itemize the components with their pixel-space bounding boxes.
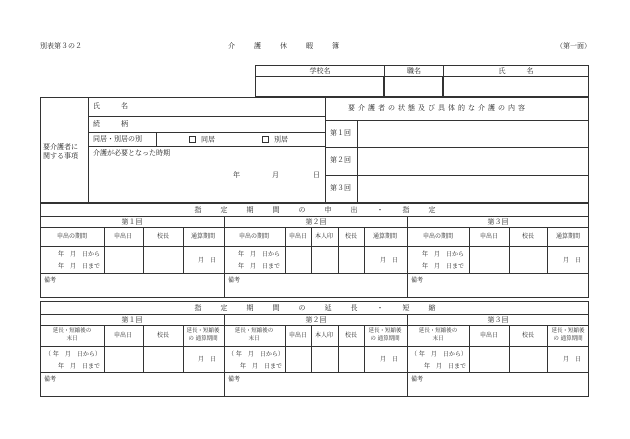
designation-round-2: 第２回 (305, 218, 327, 226)
date-year: 年 (233, 171, 240, 179)
col-person-seal: 本人印 (314, 233, 334, 240)
col-principal: 校長 (521, 332, 535, 339)
from-date: （ 年 月 日から） (411, 351, 467, 358)
col-new-total: 延長・短縮後 (368, 328, 402, 334)
subject-label-2: 関する事項 (43, 152, 78, 160)
to-date: 年 月 日まで (424, 363, 467, 370)
cohabit-option[interactable]: 同居 (189, 136, 215, 144)
col-principal: 校長 (156, 332, 170, 339)
col-period: 申出の期間 (238, 233, 270, 240)
total-md: 月 日 (198, 257, 217, 264)
total-md: 月 日 (563, 257, 582, 264)
school-input[interactable] (255, 76, 384, 97)
extension-round-3: 第３回 (487, 316, 509, 324)
date-day: 日 (313, 171, 320, 179)
reason-label: 介護が必要となった時期 (93, 149, 170, 157)
col-new-end: 延長・短縮後の (418, 328, 458, 334)
col-new-end-2: 末日 (66, 336, 78, 342)
col-principal: 校長 (344, 233, 358, 240)
col-principal: 校長 (344, 332, 358, 339)
extension-round-1: 第１回 (121, 316, 143, 324)
remarks-label: 備考 (228, 277, 241, 284)
col-date: 申出日 (479, 332, 499, 339)
col-date: 申出日 (113, 332, 133, 339)
col-period: 申出の期間 (56, 233, 88, 240)
total-md: 月 日 (380, 257, 399, 264)
total-md: 月 日 (563, 356, 582, 363)
designation-round-1: 第１回 (121, 218, 143, 226)
col-new-end: 延長・短縮後の (52, 328, 92, 334)
designation-title: 指 定 期 間 の 申 出 ・ 指 定 (194, 206, 442, 214)
col-new-end-2: 末日 (248, 336, 260, 342)
living-label: 同居・別居の別 (93, 135, 142, 143)
relation-label: 続 柄 (93, 120, 128, 128)
extension-round-2: 第２回 (305, 316, 327, 324)
col-new-total: 延長・短縮後 (186, 328, 220, 334)
school-label: 学校名 (309, 67, 331, 75)
condition-header: 要介護者の状態及び具体的な介護の内容 (348, 104, 528, 112)
name-label: 氏 名 (498, 67, 534, 75)
page-indicator: （第一面） (556, 42, 591, 50)
remarks-label: 備考 (411, 376, 424, 383)
checkbox-icon[interactable] (262, 136, 269, 143)
extension-title: 指 定 期 間 の 延 長 ・ 短 縮 (194, 304, 442, 312)
from-date: （ 年 月 日から） (228, 351, 284, 358)
subject-label-1: 要介護者に (43, 143, 78, 151)
remarks-label: 備考 (44, 277, 57, 284)
to-date: 年 月 日まで (240, 363, 283, 370)
to-date: 年 月 日まで (58, 263, 101, 270)
page-title: 介 護 休 暇 簿 (228, 42, 345, 50)
patient-name-label: 氏 名 (93, 102, 128, 110)
to-date: 年 月 日まで (238, 263, 281, 270)
col-total: 通算期間 (555, 233, 581, 240)
col-date: 申出日 (288, 233, 308, 240)
col-new-total: 延長・短縮後 (551, 328, 585, 334)
to-date: 年 月 日まで (58, 363, 101, 370)
condition-round-2: 第２回 (330, 156, 351, 164)
col-new-end: 延長・短縮後の (234, 328, 274, 334)
col-new-total-2: の 通算期間 (553, 336, 583, 342)
col-principal: 校長 (156, 233, 170, 240)
name-input[interactable] (443, 76, 589, 97)
designation-round-3: 第３回 (487, 218, 509, 226)
condition-round-3: 第３回 (330, 184, 351, 192)
remarks-label: 備考 (44, 376, 57, 383)
col-total: 通算期間 (372, 233, 398, 240)
col-total: 通算期間 (190, 233, 216, 240)
total-md: 月 日 (198, 356, 217, 363)
from-date: 年 月 日から (238, 251, 281, 258)
from-date: 年 月 日から (58, 251, 101, 258)
from-date: （ 年 月 日から） (45, 351, 101, 358)
form-code: 別表第３の２ (40, 42, 82, 50)
remarks-label: 備考 (228, 376, 241, 383)
col-new-total-2: の 通算期間 (188, 336, 218, 342)
col-date: 申出日 (288, 332, 308, 339)
col-new-total-2: の 通算期間 (370, 336, 400, 342)
total-md: 月 日 (380, 356, 399, 363)
col-date: 申出日 (113, 233, 133, 240)
date-month: 月 (272, 171, 279, 179)
col-principal: 校長 (521, 233, 535, 240)
checkbox-icon[interactable] (189, 136, 196, 143)
col-date: 申出日 (479, 233, 499, 240)
from-date: 年 月 日から (422, 251, 465, 258)
col-person-seal: 本人印 (314, 332, 334, 339)
col-new-end-2: 末日 (432, 336, 444, 342)
position-input[interactable] (384, 76, 443, 97)
to-date: 年 月 日まで (422, 263, 465, 270)
separate-option[interactable]: 別居 (262, 136, 288, 144)
col-period: 申出の期間 (422, 233, 454, 240)
position-label: 職名 (407, 67, 421, 75)
remarks-label: 備考 (411, 277, 424, 284)
condition-round-1: 第１回 (330, 129, 351, 137)
